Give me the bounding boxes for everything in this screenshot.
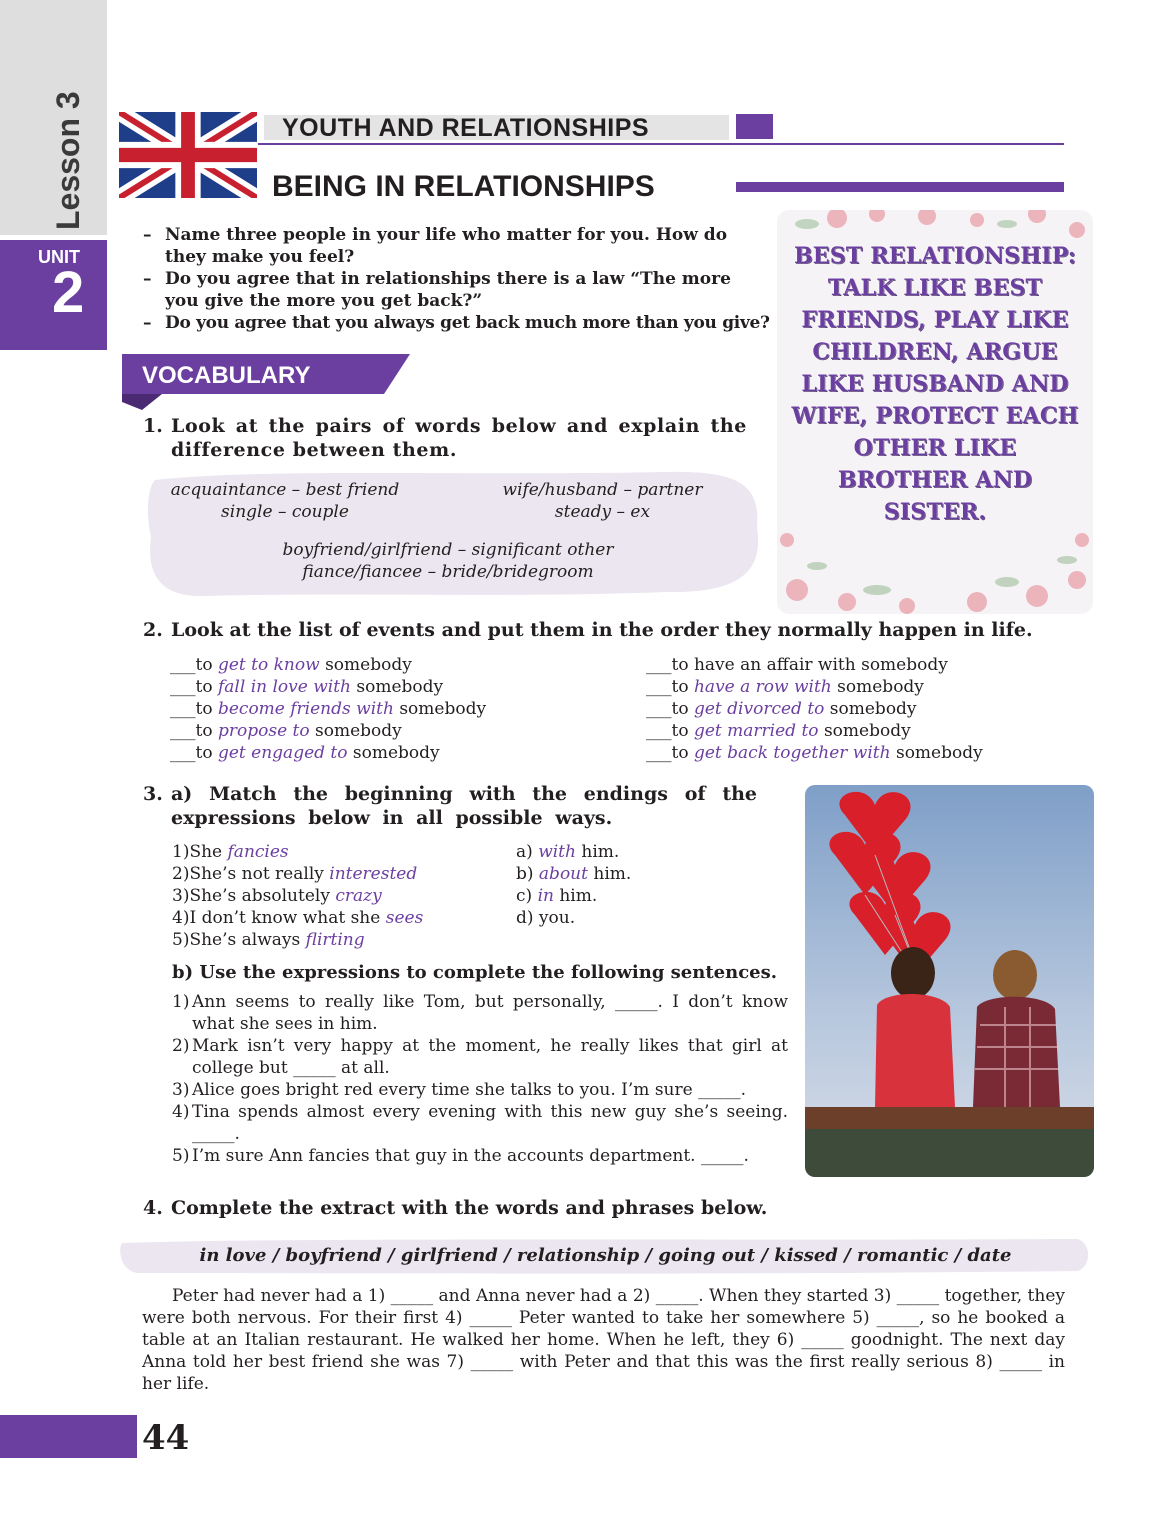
unit-number: 2 [52, 260, 85, 325]
beginning-item: 5)She’s always flirting [172, 930, 365, 950]
section-title: YOUTH AND RELATIONSHIPS [282, 114, 650, 142]
task-3 [0, 782, 760, 832]
quote-text: BEST RELATIONSHIP: TALK LIKE BEST FRIENDS, PLAY LIKE CHILDREN, ARGUE LIKE HUSBAND AND WIFE, PROTECT EACH OTHER LIKE BROTHER AND SISTER. [791, 243, 1079, 525]
events-left-list [170, 654, 630, 769]
event-item: ___to have an affair with somebody [646, 655, 948, 675]
page-number: 44 [142, 1418, 190, 1458]
task-text: a) Match the beginning with the endings of the expressions below in all possible ways. [171, 783, 757, 829]
sentence-item: 3) Alice goes bright red every time she talks to you. I’m sure _____. [172, 1080, 746, 1100]
word-bank: in love / boyfriend / girlfriend / relationship / going out / kissed / romantic / date [199, 1245, 1012, 1266]
page-title: BEING IN RELATIONSHIPS [272, 170, 655, 203]
intro-questions [0, 224, 770, 334]
beginnings-list [172, 841, 502, 956]
couple-balloons-photo [805, 785, 1094, 1177]
dash: – [143, 225, 152, 245]
ending-item: b) about him. [516, 864, 632, 884]
page-number-bar [0, 1415, 137, 1458]
event-item: ___to get back together with somebody [646, 743, 983, 763]
sentence-item: 2) Mark isn’t very happy at the moment, he really likes that girl at college but _____ at all. [172, 1036, 788, 1078]
word-pair: fiance/fiancee – bride/bridegroom [302, 562, 594, 582]
intro-question: Name three people in your life who matter for you. How do they make you feel? [165, 225, 728, 267]
dash: – [143, 313, 152, 333]
word-pair: acquaintance – best friend [170, 480, 400, 500]
intro-question: Do you agree that you always get back much more than you give? [165, 313, 770, 333]
header-square [736, 114, 773, 139]
passage-text: Peter had never had a 1) _____ and Anna never had a 2) _____. When they started 3) _____ together, they were both nervous. For their first 4) _____ Peter wanted to take her somewhere 5) _____, so he booked a table at an Italian restaurant. He walked her home. When he left, they 6) _____ goodnight. The next day Anna told her best friend she was 7) _____ with Peter and that this was the first really serious 8) _____ in her life. [142, 1286, 1065, 1394]
event-item: ___to propose to somebody [170, 721, 402, 741]
task-number: 1. [143, 415, 163, 437]
ending-item: d) you. [516, 908, 576, 928]
event-item: ___to fall in love with somebody [170, 677, 444, 697]
task-2 [0, 618, 1090, 644]
beginning-item: 3)She’s absolutely crazy [172, 886, 382, 906]
sentence-item: 1) Ann seems to really like Tom, but personally, _____. I don’t know what she sees in him. [172, 992, 788, 1034]
task-text: Complete the extract with the words and phrases below. [171, 1197, 768, 1219]
union-jack-flag-icon [119, 112, 257, 198]
task-number: 3. [143, 783, 163, 805]
header-rule [258, 143, 1064, 145]
word-pair: wife/husband – partner [502, 480, 703, 500]
event-item: ___to have a row with somebody [646, 677, 924, 697]
event-item: ___to get to know somebody [170, 655, 412, 675]
task-1 [0, 414, 760, 464]
sentence-item: 4) Tina spends almost every evening with this new guy she’s seeing. _____. [172, 1102, 788, 1144]
events-right-list [646, 654, 1086, 769]
task-3b-text: b) Use the expressions to complete the following sentences. [172, 962, 778, 983]
task-number: 2. [143, 619, 163, 641]
event-item: ___to become friends with somebody [170, 699, 487, 719]
event-item: ___to get divorced to somebody [646, 699, 917, 719]
endings-list [516, 841, 716, 936]
event-item: ___to get married to somebody [646, 721, 911, 741]
word-pair: single – couple [221, 502, 349, 522]
task-number: 4. [143, 1197, 163, 1219]
ending-item: c) in him. [516, 886, 598, 906]
beginning-item: 2)She’s not really interested [172, 864, 418, 884]
intro-question: Do you agree that in relationships there is a law “The more you give the more you get back?” [165, 269, 731, 311]
ending-item: a) with him. [516, 842, 620, 862]
beginning-item: 4)I don’t know what she sees [172, 908, 424, 928]
unit-label: UNIT [38, 247, 80, 267]
word-pair: boyfriend/girlfriend – significant other [282, 540, 614, 560]
sentences-list [0, 991, 800, 1171]
title-bar [736, 182, 1064, 192]
sentence-item: 5) I’m sure Ann fancies that guy in the accounts department. _____. [172, 1146, 749, 1166]
task-text: Look at the pairs of words below and explain the difference between them. [171, 415, 747, 461]
task-4 [0, 1196, 900, 1222]
event-item: ___to get engaged to somebody [170, 743, 440, 763]
vocabulary-label: VOCABULARY [142, 362, 311, 389]
beginning-item: 1)She fancies [172, 842, 289, 862]
lesson-label: Lesson 3 [50, 91, 86, 230]
word-pair: steady – ex [554, 502, 651, 522]
dash: – [143, 269, 152, 289]
task-text: Look at the list of events and put them in the order they normally happen in life. [171, 619, 1033, 641]
